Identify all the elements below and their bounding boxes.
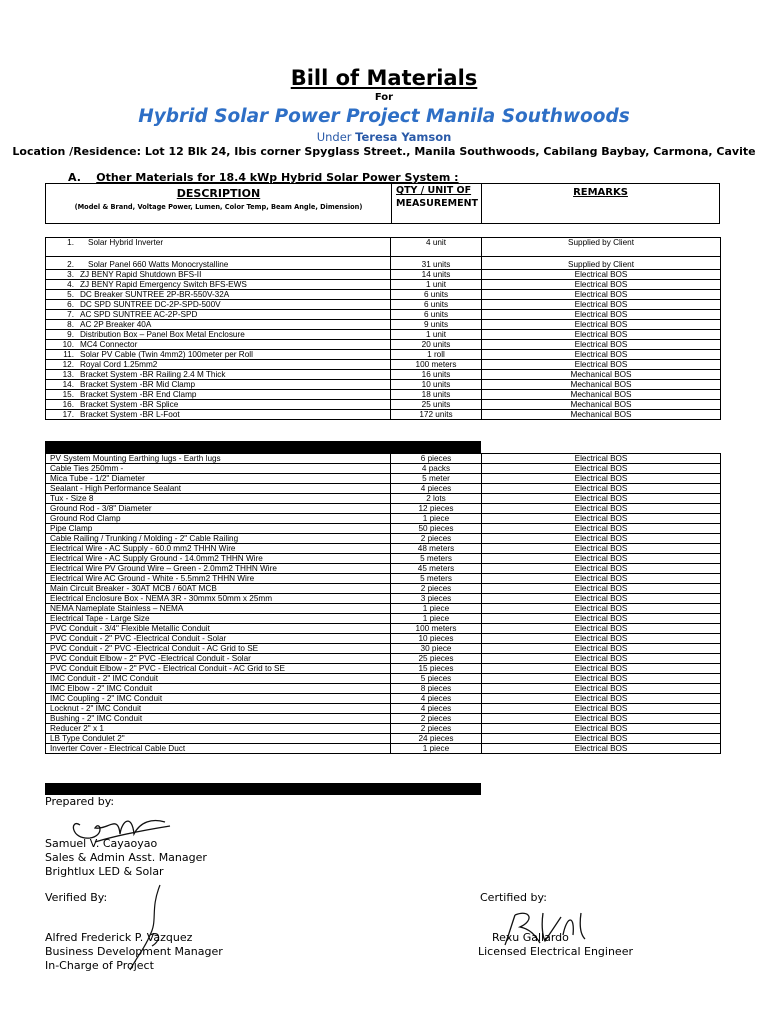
item-quantity: 172 units: [391, 410, 482, 420]
table-row: [46, 300, 721, 310]
table-row: [46, 238, 721, 257]
item-quantity: 16 units: [391, 370, 482, 380]
item-quantity: 24 pieces: [391, 734, 482, 744]
item-remarks: Electrical BOS: [482, 320, 721, 330]
item-description: Distribution Box – Panel Box Metal Enclosure: [80, 330, 245, 339]
item-quantity: 3 pieces: [391, 594, 482, 604]
item-description: Ground Rod - 3/8" Diameter: [46, 504, 391, 514]
item-quantity: 1 piece: [391, 744, 482, 754]
item-quantity: 100 meters: [391, 624, 482, 634]
item-description: Reducer 2" x 1: [46, 724, 391, 734]
item-quantity: 9 units: [391, 320, 482, 330]
item-remarks: Electrical BOS: [482, 584, 721, 594]
table-row: [46, 320, 721, 330]
other-items-table: [45, 453, 721, 754]
table-row: [46, 340, 721, 350]
item-remarks: Electrical BOS: [482, 714, 721, 724]
item-quantity: 1 piece: [391, 604, 482, 614]
table-row: [46, 674, 721, 684]
for-label: For: [374, 92, 394, 103]
item-remarks: Electrical BOS: [482, 744, 721, 754]
item-quantity: 4 pieces: [391, 694, 482, 704]
item-quantity: 6 pieces: [391, 454, 482, 464]
item-remarks: Mechanical BOS: [482, 370, 721, 380]
item-description-cell: [46, 340, 391, 350]
item-quantity: 1 roll: [391, 350, 482, 360]
item-quantity: 25 pieces: [391, 654, 482, 664]
item-description: Solar Hybrid Inverter: [88, 238, 164, 247]
item-quantity: 1 unit: [391, 330, 482, 340]
item-remarks: Electrical BOS: [482, 280, 721, 290]
item-description: Inverter Cover - Electrical Cable Duct: [46, 744, 391, 754]
item-quantity: 30 piece: [391, 644, 482, 654]
table-row: [46, 257, 721, 270]
item-description: Electrical Wire AC Ground - White - 5.5mm2 THHN Wire: [46, 574, 391, 584]
item-description-cell: [46, 390, 391, 400]
item-quantity: 2 pieces: [391, 534, 482, 544]
item-remarks: Electrical BOS: [482, 574, 721, 584]
item-quantity: 4 unit: [391, 238, 482, 257]
table-row: [46, 714, 721, 724]
item-quantity: 20 units: [391, 340, 482, 350]
item-quantity: 2 pieces: [391, 584, 482, 594]
item-quantity: 5 pieces: [391, 674, 482, 684]
table-row: [46, 694, 721, 704]
verified-by-block: [45, 931, 223, 973]
item-description: MC4 Connector: [80, 340, 138, 349]
item-remarks: Electrical BOS: [482, 484, 721, 494]
item-remarks: Electrical BOS: [482, 674, 721, 684]
item-number: 14.: [62, 380, 74, 389]
item-quantity: 1 piece: [391, 614, 482, 624]
item-quantity: 31 units: [391, 257, 482, 270]
item-quantity: 18 units: [391, 390, 482, 400]
item-description: LB Type Condulet 2": [46, 734, 391, 744]
item-description: Bracket System -BR Mid Clamp: [80, 380, 196, 389]
numbered-items-table: [45, 237, 721, 420]
table-row: [46, 280, 721, 290]
item-remarks: Electrical BOS: [482, 514, 721, 524]
item-quantity: 4 pieces: [391, 484, 482, 494]
item-quantity: 8 pieces: [391, 684, 482, 694]
item-number: 9.: [67, 330, 74, 339]
item-description: Royal Cord 1.25mm2: [80, 360, 158, 369]
item-remarks: Electrical BOS: [482, 694, 721, 704]
table-row: [46, 654, 721, 664]
table-row: [46, 290, 721, 300]
item-quantity: 4 packs: [391, 464, 482, 474]
item-number: 15.: [62, 390, 74, 399]
certified-by-block: [478, 931, 633, 959]
item-description: PVC Conduit Elbow - 2" PVC -Electrical Conduit - Solar: [46, 654, 391, 664]
header-description-cell: [46, 184, 392, 223]
item-remarks: Electrical BOS: [482, 504, 721, 514]
item-quantity: 2 pieces: [391, 724, 482, 734]
item-remarks: Supplied by Client: [482, 257, 721, 270]
item-number: 3.: [67, 270, 74, 279]
item-quantity: 2 lots: [391, 494, 482, 504]
item-description: Ground Rod Clamp: [46, 514, 391, 524]
table-row: [46, 370, 721, 380]
item-description: PVC Conduit - 2" PVC -Electrical Conduit - AC Grid to SE: [46, 644, 391, 654]
prepared-by-block: [45, 837, 207, 879]
item-quantity: 45 meters: [391, 564, 482, 574]
item-quantity: 5 meter: [391, 474, 482, 484]
item-description-cell: [46, 280, 391, 290]
table-end-bar: [45, 783, 481, 795]
item-remarks: Electrical BOS: [482, 360, 721, 370]
item-remarks: Electrical BOS: [482, 290, 721, 300]
item-quantity: 6 units: [391, 300, 482, 310]
item-remarks: Electrical BOS: [482, 554, 721, 564]
table-row: [46, 330, 721, 340]
table-row: [46, 484, 721, 494]
client-name: Teresa Yamson: [355, 130, 452, 144]
item-description: PV System Mounting Earthing lugs - Earth lugs: [46, 454, 391, 464]
item-description-cell: [46, 400, 391, 410]
item-description: Tux - Size 8: [46, 494, 391, 504]
header-qty-cell: [391, 184, 482, 223]
item-number: 4.: [67, 280, 74, 289]
prepared-by-label: Prepared by:: [45, 795, 115, 808]
item-description: Electrical Wire - AC Supply Ground - 14.0mm2 THHN Wire: [46, 554, 391, 564]
item-description: Solar PV Cable (Twin 4mm2) 100meter per Roll: [80, 350, 253, 359]
item-remarks: Electrical BOS: [482, 300, 721, 310]
item-description: Electrical Enclosure Box - NEMA 3R - 30mmx 50mm x 25mm: [46, 594, 391, 604]
item-remarks: Electrical BOS: [482, 340, 721, 350]
item-remarks: Electrical BOS: [482, 474, 721, 484]
table-row: [46, 474, 721, 484]
item-quantity: 10 units: [391, 380, 482, 390]
item-description: Mica Tube - 1/2" Diameter: [46, 474, 391, 484]
item-remarks: Electrical BOS: [482, 614, 721, 624]
item-description-cell: [46, 330, 391, 340]
item-number: 5.: [67, 290, 74, 299]
table-row: [46, 454, 721, 464]
item-remarks: Mechanical BOS: [482, 390, 721, 400]
item-description: Electrical Tape - Large Size: [46, 614, 391, 624]
item-description: Main Circuit Breaker - 30AT MCB / 60AT MCB: [46, 584, 391, 594]
item-remarks: Electrical BOS: [482, 724, 721, 734]
item-quantity: 25 units: [391, 400, 482, 410]
item-description-cell: [46, 360, 391, 370]
item-description-cell: [46, 238, 391, 257]
table-row: [46, 390, 721, 400]
table-row: [46, 574, 721, 584]
item-description: PVC Conduit Elbow - 2" PVC - Electrical Conduit - AC Grid to SE: [46, 664, 391, 674]
item-quantity: 1 unit: [391, 280, 482, 290]
header-remarks-cell: [482, 184, 719, 223]
item-description-cell: [46, 380, 391, 390]
item-quantity: 4 pieces: [391, 704, 482, 714]
item-remarks: Mechanical BOS: [482, 410, 721, 420]
item-quantity: 50 pieces: [391, 524, 482, 534]
item-description: Bracket System -BR L-Foot: [80, 410, 180, 419]
certified-by-label: Certified by:: [480, 891, 547, 904]
prepared-title: Sales & Admin Asst. Manager: [45, 851, 207, 864]
item-description: NEMA Nameplate Stainless – NEMA: [46, 604, 391, 614]
table-row: [46, 744, 721, 754]
item-description: IMC Elbow - 2" IMC Conduit: [46, 684, 391, 694]
item-description: Electrical Wire PV Ground Wire – Green - 2.0mm2 THHN Wire: [46, 564, 391, 574]
item-remarks: Electrical BOS: [482, 454, 721, 464]
item-quantity: 2 pieces: [391, 714, 482, 724]
table-row: [46, 494, 721, 504]
table-row: [46, 664, 721, 674]
item-description: IMC Coupling - 2" IMC Conduit: [46, 694, 391, 704]
table-row: [46, 400, 721, 410]
item-number: 12.: [62, 360, 74, 369]
item-number: 6.: [67, 300, 74, 309]
item-remarks: Electrical BOS: [482, 464, 721, 474]
item-description-cell: [46, 310, 391, 320]
item-remarks: Electrical BOS: [482, 494, 721, 504]
item-description-cell: [46, 410, 391, 420]
item-remarks: Electrical BOS: [482, 564, 721, 574]
item-description-cell: [46, 270, 391, 280]
item-quantity: 10 pieces: [391, 634, 482, 644]
table-row: [46, 310, 721, 320]
item-remarks: Electrical BOS: [482, 634, 721, 644]
table-row: [46, 724, 721, 734]
table-row: [46, 524, 721, 534]
header-qty-line1: QTY / UNIT OF: [396, 185, 472, 196]
item-description: Solar Panel 660 Watts Monocrystalline: [88, 260, 229, 269]
item-description-cell: [46, 257, 391, 270]
item-remarks: Electrical BOS: [482, 654, 721, 664]
item-description: PVC Conduit - 2" PVC -Electrical Conduit - Solar: [46, 634, 391, 644]
item-description-cell: [46, 320, 391, 330]
verified-name: Alfred Frederick P. Vazquez: [45, 931, 193, 944]
item-quantity: 14 units: [391, 270, 482, 280]
item-number: 16.: [62, 400, 74, 409]
item-description: Sealant - High Performance Sealant: [46, 484, 391, 494]
item-remarks: Electrical BOS: [482, 544, 721, 554]
header-description: DESCRIPTION: [176, 187, 261, 200]
item-description: DC Breaker SUNTREE 2P-BR-550V-32A: [80, 290, 230, 299]
table-row: [46, 464, 721, 474]
item-description-cell: [46, 300, 391, 310]
item-quantity: 6 units: [391, 310, 482, 320]
item-remarks: Mechanical BOS: [482, 380, 721, 390]
certified-name: Rexu Gallardo: [492, 931, 569, 944]
item-remarks: Mechanical BOS: [482, 400, 721, 410]
item-description-cell: [46, 370, 391, 380]
item-number: 2.: [67, 260, 74, 269]
section-letter: A.: [68, 171, 81, 184]
item-description-cell: [46, 290, 391, 300]
item-quantity: 15 pieces: [391, 664, 482, 674]
item-description: IMC Conduit - 2" IMC Conduit: [46, 674, 391, 684]
numbered-items-body: [46, 238, 721, 420]
table-row: [46, 614, 721, 624]
verified-title: Business Development Manager: [45, 945, 223, 958]
verified-role: In-Charge of Project: [45, 959, 154, 972]
header-qty-line2: MEASUREMENT: [396, 198, 479, 209]
item-description: Electrical Wire - AC Supply - 60.0 mm2 THHN Wire: [46, 544, 391, 554]
table-row: [46, 634, 721, 644]
table-row: [46, 554, 721, 564]
item-remarks: Electrical BOS: [482, 310, 721, 320]
document-title: Bill of Materials: [290, 66, 478, 90]
item-description: DC SPD SUNTREE DC-2P-SPD-500V: [80, 300, 221, 309]
under-prefix: Under: [316, 130, 352, 144]
table-row: [46, 584, 721, 594]
item-description: Cable Railing / Trunking / Molding - 2" Cable Railing: [46, 534, 391, 544]
section-title: Other Materials for 18.4 kWp Hybrid Solar Power System :: [96, 171, 459, 184]
table-row: [46, 270, 721, 280]
item-remarks: Electrical BOS: [482, 664, 721, 674]
item-number: 8.: [67, 320, 74, 329]
table-row: [46, 644, 721, 654]
item-description: Bracket System -BR Splice: [80, 400, 179, 409]
item-remarks: Electrical BOS: [482, 734, 721, 744]
location-line: Location /Residence: Lot 12 Blk 24, Ibis corner Spyglass Street., Manila Southwoods, Cabilang Baybay, Carmona, Cavite: [12, 145, 756, 158]
table-row: [46, 504, 721, 514]
item-remarks: Electrical BOS: [482, 524, 721, 534]
certified-title: Licensed Electrical Engineer: [478, 945, 633, 958]
table-row: [46, 380, 721, 390]
item-remarks: Electrical BOS: [482, 704, 721, 714]
table-row: [46, 360, 721, 370]
item-quantity: 100 meters: [391, 360, 482, 370]
table-row: [46, 624, 721, 634]
under-line: [0, 130, 768, 144]
item-number: 7.: [67, 310, 74, 319]
item-description: Cable Ties 250mm -: [46, 464, 391, 474]
item-remarks: Electrical BOS: [482, 594, 721, 604]
verified-by-label: Verified By:: [45, 891, 108, 904]
item-description: Bracket System -BR End Clamp: [80, 390, 197, 399]
item-quantity: 5 meters: [391, 574, 482, 584]
other-items-body: [46, 454, 721, 754]
item-description: ZJ BENY Rapid Shutdown BFS-II: [80, 270, 202, 279]
item-quantity: 5 meters: [391, 554, 482, 564]
item-description: ZJ BENY Rapid Emergency Switch BFS-EWS: [80, 280, 247, 289]
table-row: [46, 410, 721, 420]
table-row: [46, 604, 721, 614]
header-remarks: REMARKS: [573, 187, 628, 198]
table-row: [46, 514, 721, 524]
item-quantity: 48 meters: [391, 544, 482, 554]
table-row: [46, 534, 721, 544]
item-description: AC 2P Breaker 40A: [80, 320, 152, 329]
header-description-sub: (Model & Brand, Voltage Power, Lumen, Color Temp, Beam Angle, Dimension): [74, 203, 363, 211]
project-title: Hybrid Solar Power Project Manila Southwoods: [138, 106, 630, 127]
table-row: [46, 350, 721, 360]
item-description: PVC Conduit - 3/4" Flexible Metallic Conduit: [46, 624, 391, 634]
table-row: [46, 704, 721, 714]
prepared-name: Samuel V. Cayaoyao: [45, 837, 158, 850]
item-number: 17.: [62, 410, 74, 419]
item-number: 11.: [63, 350, 74, 359]
item-remarks: Electrical BOS: [482, 534, 721, 544]
item-description: Locknut - 2" IMC Conduit: [46, 704, 391, 714]
item-remarks: Electrical BOS: [482, 330, 721, 340]
prepared-company: Brightlux LED & Solar: [45, 865, 164, 878]
table-row: [46, 544, 721, 554]
item-description: Pipe Clamp: [46, 524, 391, 534]
item-quantity: 12 pieces: [391, 504, 482, 514]
item-description: Bracket System -BR Railing 2.4 M Thick: [80, 370, 226, 379]
item-number: 1.: [67, 238, 74, 247]
item-quantity: 6 units: [391, 290, 482, 300]
item-number: 13.: [62, 370, 74, 379]
item-remarks: Electrical BOS: [482, 684, 721, 694]
table-row: [46, 594, 721, 604]
item-remarks: Electrical BOS: [482, 270, 721, 280]
table-row: [46, 734, 721, 744]
table-header: [45, 183, 720, 224]
item-description: AC SPD SUNTREE AC-2P-SPD: [80, 310, 198, 319]
item-quantity: 1 piece: [391, 514, 482, 524]
item-number: 10.: [62, 340, 74, 349]
item-description: Bushing - 2" IMC Conduit: [46, 714, 391, 724]
table-row: [46, 564, 721, 574]
item-remarks: Electrical BOS: [482, 350, 721, 360]
item-remarks: Electrical BOS: [482, 624, 721, 634]
table-row: [46, 684, 721, 694]
item-remarks: Supplied by Client: [482, 238, 721, 257]
item-description-cell: [46, 350, 391, 360]
item-remarks: Electrical BOS: [482, 644, 721, 654]
item-remarks: Electrical BOS: [482, 604, 721, 614]
section-divider-bar: [45, 441, 481, 453]
